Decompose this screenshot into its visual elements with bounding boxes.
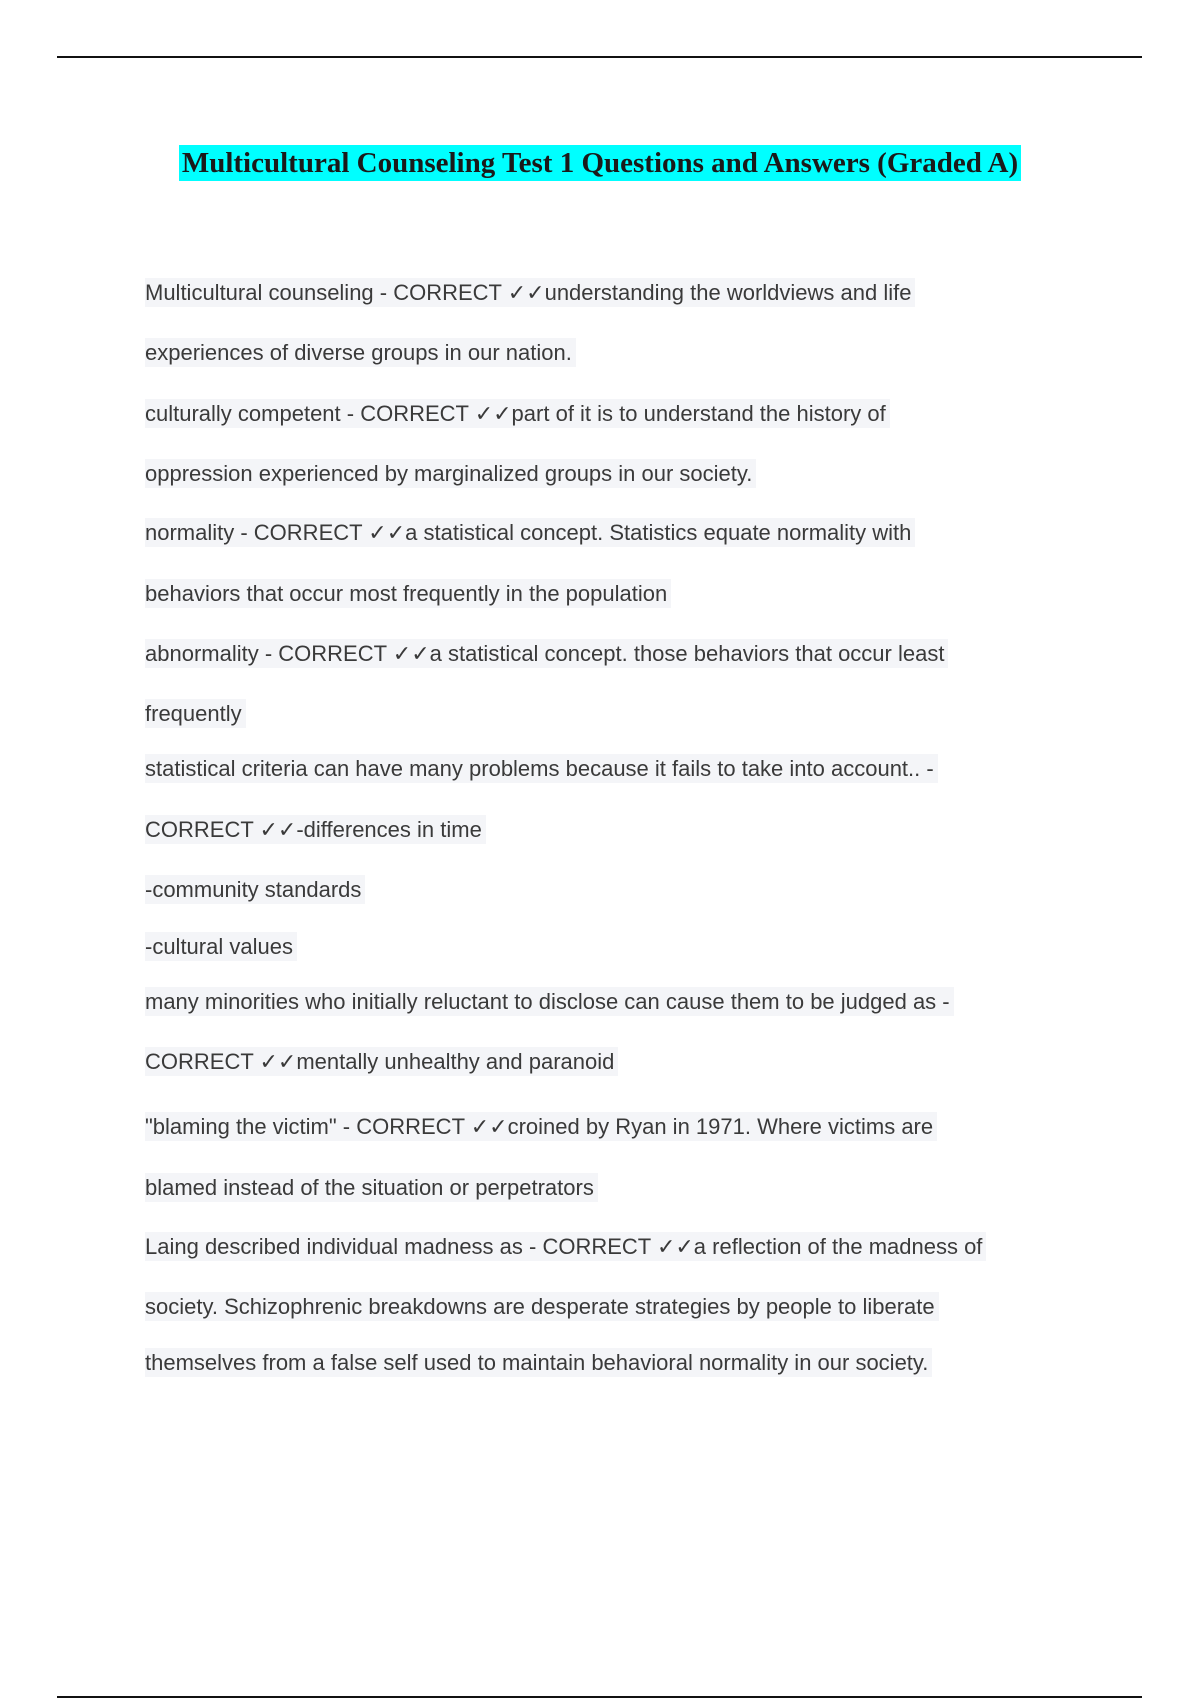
text-line xyxy=(145,457,756,491)
line-text: behaviors that occur most frequently in the population xyxy=(145,579,671,608)
text-line xyxy=(145,873,365,907)
line-text: "blaming the victim" - CORRECT ✓✓croined by Ryan in 1971. Where victims are xyxy=(145,1112,937,1141)
text-line xyxy=(145,1346,932,1380)
line-text: Laing described individual madness as - CORRECT ✓✓a reflection of the madness of xyxy=(145,1232,986,1261)
line-text: CORRECT ✓✓mentally unhealthy and paranoid xyxy=(145,1047,618,1076)
top-rule xyxy=(57,56,1142,58)
line-text: culturally competent - CORRECT ✓✓part of it is to understand the history of xyxy=(145,399,890,428)
line-text: themselves from a false self used to maintain behavioral normality in our society. xyxy=(145,1348,932,1377)
bottom-rule xyxy=(57,1696,1142,1698)
text-line xyxy=(145,336,576,370)
line-text: blamed instead of the situation or perpetrators xyxy=(145,1173,598,1202)
line-text: frequently xyxy=(145,699,246,728)
text-line xyxy=(145,985,954,1019)
text-line xyxy=(145,1045,618,1079)
line-text: Multicultural counseling - CORRECT ✓✓understanding the worldviews and life xyxy=(145,278,915,307)
line-text: many minorities who initially reluctant to disclose can cause them to be judged as - xyxy=(145,987,954,1016)
text-line xyxy=(145,1230,986,1264)
text-line xyxy=(145,1290,939,1324)
line-text: -community standards xyxy=(145,875,365,904)
text-line xyxy=(145,577,671,611)
text-line xyxy=(145,276,915,310)
line-text: abnormality - CORRECT ✓✓a statistical concept. those behaviors that occur least xyxy=(145,639,948,668)
text-line xyxy=(145,516,915,550)
line-text: -cultural values xyxy=(145,932,297,961)
text-line xyxy=(145,397,890,431)
line-text: society. Schizophrenic breakdowns are desperate strategies by people to liberate xyxy=(145,1292,939,1321)
text-line xyxy=(145,637,948,671)
text-line xyxy=(145,752,938,786)
line-text: CORRECT ✓✓-differences in time xyxy=(145,815,486,844)
document-title: Multicultural Counseling Test 1 Questions and Answers (Graded A) xyxy=(179,145,1021,181)
line-text: oppression experienced by marginalized groups in our society. xyxy=(145,459,756,488)
line-text: experiences of diverse groups in our nation. xyxy=(145,338,576,367)
text-line xyxy=(145,1171,598,1205)
text-line xyxy=(145,813,486,847)
line-text: statistical criteria can have many problems because it fails to take into account.. - xyxy=(145,754,938,783)
text-line xyxy=(145,697,246,731)
text-line xyxy=(145,1110,937,1144)
line-text: normality - CORRECT ✓✓a statistical concept. Statistics equate normality with xyxy=(145,518,915,547)
title-container xyxy=(0,145,1200,181)
text-line xyxy=(145,930,297,964)
